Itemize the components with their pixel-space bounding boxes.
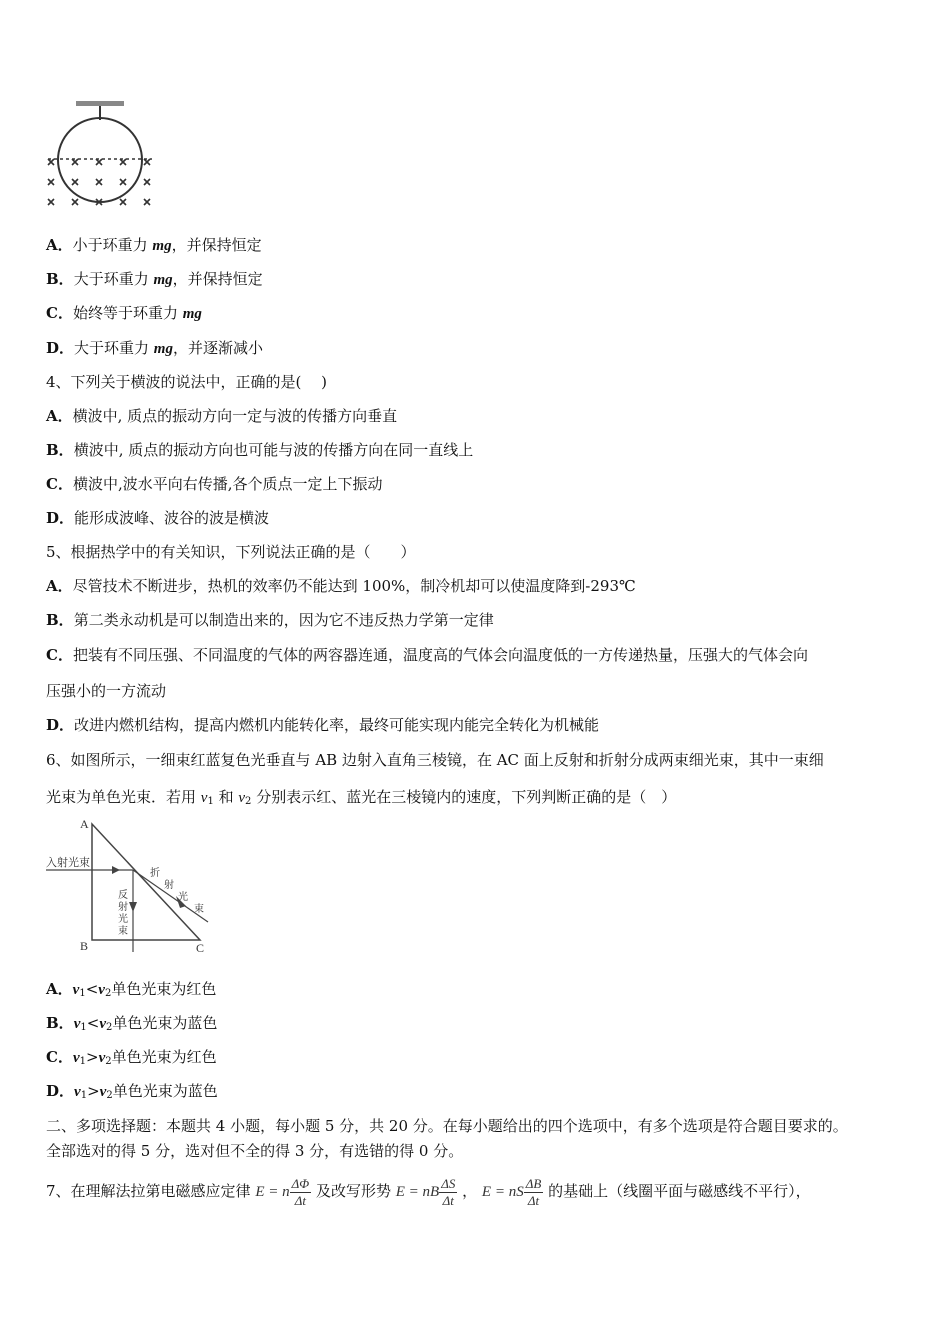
label-b: B: [80, 939, 89, 953]
prism-triangle: [92, 824, 200, 940]
q5-option-b: B．第二类永动机是可以制造出来的，因为它不违反热力学第一定律: [46, 611, 494, 629]
q5-option-d: D．改进内燃机结构，提高内燃机内能转化率，最终可能实现内能完全转化为机械能: [46, 716, 600, 734]
q4-option-a: A．横波中, 质点的振动方向一定与波的传播方向垂直: [46, 407, 398, 425]
q3-option-a: A．小于环重力 mg，并保持恒定: [46, 236, 262, 254]
refracted-label-2: 射: [164, 880, 174, 891]
q5-option-c: C．把装有不同压强、不同温度的气体的两容器连通，温度高的气体会向温度低的一方传递热量，压强大的气体会向: [46, 646, 808, 664]
formula-faraday: E = n $\frac{\Delta\Phi}{\Delta t}$: [255, 1176, 310, 1209]
formula-field-change: E = nS $\frac{\Delta B}{\Delta t}$: [481, 1176, 542, 1209]
section2-heading-line2: 全部选对的得 5 分，选对但不全的得 3 分，有选错的得 0 分。: [46, 1142, 464, 1160]
refracted-label-1: 折: [150, 868, 160, 879]
q4-option-b: B．横波中, 质点的振动方向也可能与波的传播方向在同一直线上: [46, 441, 474, 459]
ceiling-bar: [76, 101, 124, 106]
q5-stem: 5、根据热学中的有关知识，下列说法正确的是（ ）: [46, 543, 416, 561]
q6-option-b: B．$v_1<v_2$单色光束为蓝色: [46, 1014, 218, 1033]
refracted-label-3: 光: [178, 892, 188, 903]
section2-heading-line1: 二、多项选择题：本题共 4 小题，每小题 5 分，共 20 分。在每小题给出的四个选项中，有多个选项是符合题目要求的。: [46, 1117, 848, 1135]
reflected-label-1: 反: [118, 890, 128, 901]
q7-stem: 7、在理解法拉第电磁感应定律 E = n $\frac{\Delta\Phi}{\Delta t}$ 及改写形势 E = nB $\frac{\Delta S}{\Delta t}$ ， E = nS $\frac{\Delta B}{\Delta t}$ 的基础上（线圈平面与磁感线不平行），: [46, 1173, 811, 1210]
q6-stem-line2: 光束为单色光束．若用 $v_1$ 和 $v_2$ 分别表示红、蓝光在三棱镜内的速度，下列判断正确的是（ ）: [46, 788, 677, 807]
q5-option-a: A．尽管技术不断进步，热机的效率仍不能达到 100%，制冷机却可以使温度降到-293℃: [46, 577, 636, 595]
reflected-label-3: 光: [118, 914, 128, 925]
q6-stem-line1: 6、如图所示，一细束红蓝复色光垂直与 AB 边射入直角三棱镜，在 AC 面上反射和折射分成两束细光束，其中一束细: [46, 751, 824, 769]
q3-option-c: C．始终等于环重力 mg: [46, 304, 202, 322]
reflected-label-2: 射: [118, 902, 128, 913]
incident-label: 入射光束: [46, 857, 90, 869]
incident-arrow: [112, 866, 120, 874]
q5-option-c-cont: 压强小的一方流动: [46, 682, 167, 700]
refracted-label-4: 束: [194, 904, 204, 915]
q4-option-d: D．能形成波峰、波谷的波是横波: [46, 509, 270, 527]
q6-option-a: A．$v_1<v_2$单色光束为红色: [46, 980, 217, 999]
q3-option-d: D．大于环重力 mg，并逐渐减小: [46, 339, 263, 357]
q4-stem: 4、下列关于横波的说法中，正确的是( ): [46, 373, 328, 391]
reflected-label-4: 束: [118, 926, 128, 937]
label-c: C: [196, 941, 205, 955]
q6-option-d: D．$v_1>v_2$单色光束为蓝色: [46, 1082, 218, 1101]
label-a: A: [80, 817, 89, 831]
q6-option-c: C．$v_1>v_2$单色光束为红色: [46, 1048, 217, 1067]
q3-option-b: B．大于环重力 mg，并保持恒定: [46, 270, 263, 288]
formula-area-change: E = nB $\frac{\Delta S}{\Delta t}$: [395, 1176, 456, 1209]
q4-option-c: C．横波中,波水平向右传播,各个质点一定上下振动: [46, 475, 383, 493]
reflected-arrow: [129, 902, 137, 912]
prism-figure: [40, 812, 220, 957]
ring-magnetic-field-figure: [40, 95, 165, 215]
